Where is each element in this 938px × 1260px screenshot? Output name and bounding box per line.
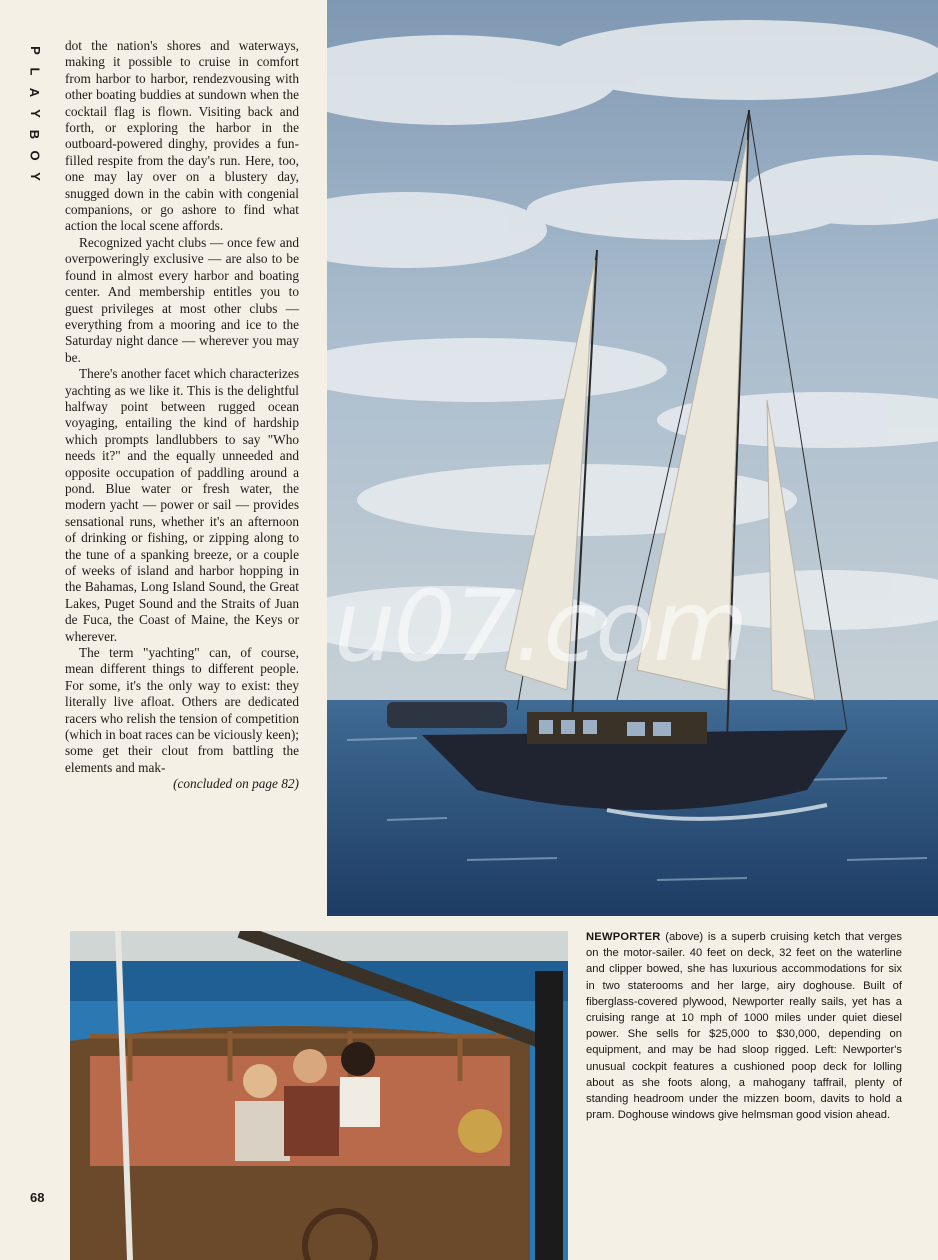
magazine-letter: Y <box>27 109 43 118</box>
cockpit-illustration <box>70 931 568 1260</box>
article-paragraph: There's another facet which characterizes yachting as we like it. This is the delightful halfway point between rugged ocean voyaging, entailing the kind of hardship which prompts landlubbers to say "Who needs it?" and the equally unneeded and opposite occupation of paddling around a pond. Blue water or fresh water, the modern yacht — power or sail — provides sensational runs, whether it's an afternoon of drinking or fishing, or zipping along to the tune of a spanking breeze, or a couple of weeks of island and harbor hopping in the Bahamas, Long Island Sound, the Great Lakes, Puget Sound and the Straits of Juan de Fuca, the Coast of Maine, the Keys or wherever. <box>65 366 299 644</box>
cockpit-photo <box>70 931 568 1260</box>
coiled-rope <box>458 1109 502 1153</box>
magazine-letter: Y <box>27 172 43 181</box>
continued-note: (concluded on page 82) <box>173 776 299 792</box>
magazine-letter: P <box>27 46 43 55</box>
magazine-letter: A <box>27 87 43 98</box>
ketch-sailing-photo <box>327 0 938 916</box>
caption-lead: NEWPORTER <box>586 931 661 943</box>
photo-caption <box>586 929 902 1123</box>
magazine-name-vertical <box>26 40 44 187</box>
article-paragraph: dot the nation's shores and waterways, making it possible to cruise in comfort from harbor to harbor, rendezvousing with other boating buddies at sundown when the cocktail flag is flown. Visiting back and forth, or exploring the harbor in the outboard-powered dinghy, provides a fun-filled respite from the day's run. Here, too, one may lay over on a blustery day, snugged down in the cabin with congenial companions, or go ashore to find what action the local scene affords. <box>65 38 299 234</box>
caption-text: (above) is a superb cruising ketch that verges on the motor-sailer. 40 feet on deck, 32 feet on the waterline and clipper bowed, she has luxurious accommodations for six in two staterooms and her large, airy doghouse. Built of fiberglass-covered plywood, Newporter really sails, yet has a cruising range at 10 mph of 1000 miles under quiet diesel power. She sells for $25,000 to $30,000, depending on equipment, and may be had sloop rigged. Left: Newporter's unusual cockpit features a cushioned poop deck for lolling about as she foots along, a mahogany taffrail, plenty of standing headroom under the mizzen boom, davits to hold a pram. Doghouse windows give helmsman good vision ahead. <box>586 931 902 1122</box>
magazine-letter: L <box>27 67 43 76</box>
magazine-letter: B <box>27 129 43 140</box>
magazine-letter: O <box>27 150 43 161</box>
article-paragraph: Recognized yacht clubs — once few and overpoweringly exclusive — are also to be found in almost every harbor and boating center. And membership entitles you to guest privileges at most other clubs — everything from a mooring and ice to the Saturday night dance — wherever you may be. <box>65 234 299 365</box>
ketch-illustration <box>327 0 938 916</box>
article-paragraph: The term "yachting" can, of course, mean different things to different people. For some, it's the only way to exist: they literally live afloat. Others are dedicated racers who relish the tension of competition (which in boat races can be viciously keen); some get their clout from battling the elements and mak- <box>65 645 299 775</box>
article-column <box>65 38 299 793</box>
watermark-text: u07.com <box>333 570 747 684</box>
page-number: 68 <box>30 1190 45 1205</box>
